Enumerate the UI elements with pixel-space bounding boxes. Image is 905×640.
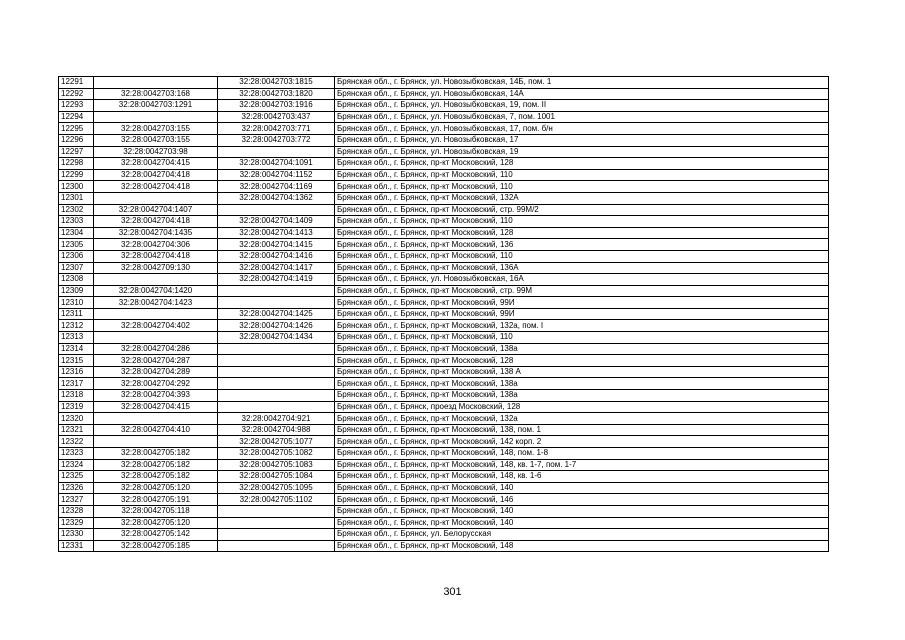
address-cell: Брянская обл., г. Брянск, пр-кт Московский, 132а, пом. I <box>335 320 829 332</box>
object-cadastral-number-cell: 32:28:0042704:1417 <box>218 262 335 274</box>
land-cadastral-number-cell: 32:28:0042704:393 <box>94 390 218 402</box>
table-row <box>59 88 829 100</box>
address-cell: Брянская обл., г. Брянск, пр-кт Московский, 110 <box>335 250 829 262</box>
row-number-cell: 12294 <box>59 111 94 123</box>
land-cadastral-number-cell <box>94 77 218 89</box>
row-number-cell: 12303 <box>59 216 94 228</box>
land-cadastral-number-cell <box>94 436 218 448</box>
row-number-cell: 12301 <box>59 192 94 204</box>
table-row <box>59 158 829 170</box>
object-cadastral-number-cell: 32:28:0042704:1409 <box>218 216 335 228</box>
row-number-cell: 12313 <box>59 332 94 344</box>
row-number-cell: 12326 <box>59 482 94 494</box>
address-cell: Брянская обл., г. Брянск, пр-кт Московский, 138 А <box>335 366 829 378</box>
object-cadastral-number-cell <box>218 204 335 216</box>
row-number-cell: 12295 <box>59 123 94 135</box>
row-number-cell: 12315 <box>59 355 94 367</box>
table-row <box>59 239 829 251</box>
address-cell: Брянская обл., г. Брянск, ул. Новозыбковская, 17 <box>335 134 829 146</box>
land-cadastral-number-cell: 32:28:0042704:306 <box>94 239 218 251</box>
table-row <box>59 100 829 112</box>
object-cadastral-number-cell <box>218 297 335 309</box>
row-number-cell: 12309 <box>59 285 94 297</box>
object-cadastral-number-cell: 32:28:0042704:988 <box>218 424 335 436</box>
address-cell: Брянская обл., г. Брянск, пр-кт Московский, 138а <box>335 390 829 402</box>
object-cadastral-number-cell: 32:28:0042703:437 <box>218 111 335 123</box>
land-cadastral-number-cell: 32:28:0042704:418 <box>94 250 218 262</box>
object-cadastral-number-cell: 32:28:0042705:1102 <box>218 494 335 506</box>
object-cadastral-number-cell: 32:28:0042704:1434 <box>218 332 335 344</box>
row-number-cell: 12317 <box>59 378 94 390</box>
object-cadastral-number-cell: 32:28:0042703:772 <box>218 134 335 146</box>
land-cadastral-number-cell: 32:28:0042705:191 <box>94 494 218 506</box>
land-cadastral-number-cell: 32:28:0042704:402 <box>94 320 218 332</box>
table-row <box>59 204 829 216</box>
land-cadastral-number-cell: 32:28:0042704:418 <box>94 169 218 181</box>
row-number-cell: 12291 <box>59 77 94 89</box>
table-row <box>59 192 829 204</box>
table-row <box>59 471 829 483</box>
land-cadastral-number-cell <box>94 308 218 320</box>
object-cadastral-number-cell: 32:28:0042705:1095 <box>218 482 335 494</box>
address-cell: Брянская обл., г. Брянск, пр-кт Московский, 138а <box>335 378 829 390</box>
land-cadastral-number-cell: 32:28:0042703:98 <box>94 146 218 158</box>
address-cell: Брянская обл., г. Брянск, ул. Новозыбковская, 14А <box>335 88 829 100</box>
table-row <box>59 413 829 425</box>
object-cadastral-number-cell: 32:28:0042704:1415 <box>218 239 335 251</box>
object-cadastral-number-cell: 32:28:0042704:1426 <box>218 320 335 332</box>
land-cadastral-number-cell: 32:28:0042704:1407 <box>94 204 218 216</box>
table-row <box>59 494 829 506</box>
table-row <box>59 77 829 89</box>
object-cadastral-number-cell: 32:28:0042704:1416 <box>218 250 335 262</box>
table-row <box>59 169 829 181</box>
row-number-cell: 12330 <box>59 529 94 541</box>
row-number-cell: 12297 <box>59 146 94 158</box>
land-cadastral-number-cell: 32:28:0042705:118 <box>94 505 218 517</box>
address-cell: Брянская обл., г. Брянск, пр-кт Московский, 140 <box>335 517 829 529</box>
row-number-cell: 12316 <box>59 366 94 378</box>
row-number-cell: 12296 <box>59 134 94 146</box>
address-cell: Брянская обл., г. Брянск, ул. Новозыбковская, 14Б, пом. 1 <box>335 77 829 89</box>
address-cell: Брянская обл., г. Брянск, пр-кт Московский, 132А <box>335 192 829 204</box>
table-row <box>59 355 829 367</box>
address-cell: Брянская обл., г. Брянск, пр-кт Московский, 128 <box>335 158 829 170</box>
land-cadastral-number-cell: 32:28:0042709:130 <box>94 262 218 274</box>
row-number-cell: 12319 <box>59 401 94 413</box>
row-number-cell: 12323 <box>59 448 94 460</box>
address-cell: Брянская обл., г. Брянск, пр-кт Московский, 148, пом. 1-8 <box>335 448 829 460</box>
address-cell: Брянская обл., г. Брянск, пр-кт Московский, 136 <box>335 239 829 251</box>
land-cadastral-number-cell <box>94 332 218 344</box>
land-cadastral-number-cell: 32:28:0042703:155 <box>94 134 218 146</box>
address-cell: Брянская обл., г. Брянск, ул. Белорусская <box>335 529 829 541</box>
row-number-cell: 12298 <box>59 158 94 170</box>
land-cadastral-number-cell: 32:28:0042704:418 <box>94 216 218 228</box>
object-cadastral-number-cell: 32:28:0042704:1091 <box>218 158 335 170</box>
address-cell: Брянская обл., г. Брянск, пр-кт Московский, 142 корп. 2 <box>335 436 829 448</box>
address-cell: Брянская обл., г. Брянск, пр-кт Московский, 132а <box>335 413 829 425</box>
row-number-cell: 12324 <box>59 459 94 471</box>
land-cadastral-number-cell: 32:28:0042705:120 <box>94 517 218 529</box>
table-row <box>59 366 829 378</box>
table-row <box>59 123 829 135</box>
row-number-cell: 12306 <box>59 250 94 262</box>
address-cell: Брянская обл., г. Брянск, ул. Новозыбковская, 19 <box>335 146 829 158</box>
address-cell: Брянская обл., г. Брянск, пр-кт Московский, 148 <box>335 540 829 552</box>
row-number-cell: 12321 <box>59 424 94 436</box>
object-cadastral-number-cell: 32:28:0042705:1082 <box>218 448 335 460</box>
row-number-cell: 12292 <box>59 88 94 100</box>
row-number-cell: 12300 <box>59 181 94 193</box>
object-cadastral-number-cell: 32:28:0042703:1916 <box>218 100 335 112</box>
object-cadastral-number-cell: 32:28:0042704:1413 <box>218 227 335 239</box>
address-cell: Брянская обл., г. Брянск, пр-кт Московский, 138, пом. 1 <box>335 424 829 436</box>
land-cadastral-number-cell: 32:28:0042704:1435 <box>94 227 218 239</box>
address-cell: Брянская обл., г. Брянск, пр-кт Московский, 140 <box>335 482 829 494</box>
table-row <box>59 378 829 390</box>
land-cadastral-number-cell: 32:28:0042704:1420 <box>94 285 218 297</box>
table-row <box>59 448 829 460</box>
table-row <box>59 401 829 413</box>
table-row <box>59 459 829 471</box>
land-cadastral-number-cell <box>94 274 218 286</box>
address-cell: Брянская обл., г. Брянск, пр-кт Московский, 99И <box>335 297 829 309</box>
object-cadastral-number-cell <box>218 285 335 297</box>
land-cadastral-number-cell: 32:28:0042703:1291 <box>94 100 218 112</box>
address-cell: Брянская обл., г. Брянск, ул. Новозыбковская, 17, пом. б/н <box>335 123 829 135</box>
row-number-cell: 12322 <box>59 436 94 448</box>
table-row <box>59 134 829 146</box>
address-cell: Брянская обл., г. Брянск, пр-кт Московский, 128 <box>335 227 829 239</box>
object-cadastral-number-cell <box>218 505 335 517</box>
table-row <box>59 146 829 158</box>
object-cadastral-number-cell: 32:28:0042703:1815 <box>218 77 335 89</box>
table-row <box>59 181 829 193</box>
land-cadastral-number-cell: 32:28:0042704:286 <box>94 343 218 355</box>
address-cell: Брянская обл., г. Брянск, пр-кт Московский, 148, кв. 1-6 <box>335 471 829 483</box>
table-row <box>59 424 829 436</box>
row-number-cell: 12293 <box>59 100 94 112</box>
table-row <box>59 308 829 320</box>
row-number-cell: 12310 <box>59 297 94 309</box>
land-cadastral-number-cell: 32:28:0042704:410 <box>94 424 218 436</box>
row-number-cell: 12318 <box>59 390 94 402</box>
table-row <box>59 227 829 239</box>
row-number-cell: 12327 <box>59 494 94 506</box>
land-cadastral-number-cell: 32:28:0042703:168 <box>94 88 218 100</box>
row-number-cell: 12312 <box>59 320 94 332</box>
table-row <box>59 529 829 541</box>
land-cadastral-number-cell <box>94 192 218 204</box>
land-cadastral-number-cell: 32:28:0042704:415 <box>94 158 218 170</box>
address-cell: Брянская обл., г. Брянск, пр-кт Московский, 138а <box>335 343 829 355</box>
object-cadastral-number-cell <box>218 529 335 541</box>
address-cell: Брянская обл., г. Брянск, проезд Московский, 128 <box>335 401 829 413</box>
address-cell: Брянская обл., г. Брянск, пр-кт Московский, 146 <box>335 494 829 506</box>
address-cell: Брянская обл., г. Брянск, ул. Новозыбковская, 19, пом. II <box>335 100 829 112</box>
table-row <box>59 343 829 355</box>
table-row <box>59 216 829 228</box>
table-row <box>59 482 829 494</box>
address-cell: Брянская обл., г. Брянск, пр-кт Московский, стр. 99М <box>335 285 829 297</box>
object-cadastral-number-cell: 32:28:0042704:921 <box>218 413 335 425</box>
table-row <box>59 540 829 552</box>
land-cadastral-number-cell: 32:28:0042705:185 <box>94 540 218 552</box>
object-cadastral-number-cell <box>218 366 335 378</box>
page-number: 301 <box>443 586 462 598</box>
address-cell: Брянская обл., г. Брянск, пр-кт Московский, 110 <box>335 332 829 344</box>
object-cadastral-number-cell <box>218 517 335 529</box>
table-row <box>59 111 829 123</box>
object-cadastral-number-cell: 32:28:0042704:1362 <box>218 192 335 204</box>
address-cell: Брянская обл., г. Брянск, пр-кт Московский, 128 <box>335 355 829 367</box>
address-cell: Брянская обл., г. Брянск, пр-кт Московский, стр. 99М/2 <box>335 204 829 216</box>
row-number-cell: 12331 <box>59 540 94 552</box>
table-row <box>59 505 829 517</box>
row-number-cell: 12299 <box>59 169 94 181</box>
land-cadastral-number-cell: 32:28:0042704:418 <box>94 181 218 193</box>
object-cadastral-number-cell: 32:28:0042705:1084 <box>218 471 335 483</box>
table-body <box>59 77 829 552</box>
row-number-cell: 12305 <box>59 239 94 251</box>
object-cadastral-number-cell <box>218 343 335 355</box>
row-number-cell: 12307 <box>59 262 94 274</box>
land-cadastral-number-cell: 32:28:0042704:415 <box>94 401 218 413</box>
address-cell: Брянская обл., г. Брянск, ул. Новозыбковская, 16А <box>335 274 829 286</box>
land-cadastral-number-cell: 32:28:0042705:120 <box>94 482 218 494</box>
object-cadastral-number-cell: 32:28:0042704:1425 <box>218 308 335 320</box>
land-cadastral-number-cell: 32:28:0042705:182 <box>94 448 218 460</box>
row-number-cell: 12304 <box>59 227 94 239</box>
row-number-cell: 12325 <box>59 471 94 483</box>
row-number-cell: 12320 <box>59 413 94 425</box>
address-cell: Брянская обл., г. Брянск, пр-кт Московский, 140 <box>335 505 829 517</box>
row-number-cell: 12302 <box>59 204 94 216</box>
address-cell: Брянская обл., г. Брянск, пр-кт Московский, 136А <box>335 262 829 274</box>
land-cadastral-number-cell: 32:28:0042704:1423 <box>94 297 218 309</box>
row-number-cell: 12308 <box>59 274 94 286</box>
table-row <box>59 436 829 448</box>
object-cadastral-number-cell: 32:28:0042704:1419 <box>218 274 335 286</box>
table-row <box>59 332 829 344</box>
address-cell: Брянская обл., г. Брянск, пр-кт Московский, 110 <box>335 181 829 193</box>
table-row <box>59 274 829 286</box>
table-row <box>59 250 829 262</box>
object-cadastral-number-cell <box>218 355 335 367</box>
land-cadastral-number-cell: 32:28:0042704:287 <box>94 355 218 367</box>
row-number-cell: 12311 <box>59 308 94 320</box>
table-row <box>59 517 829 529</box>
address-cell: Брянская обл., г. Брянск, пр-кт Московский, 110 <box>335 169 829 181</box>
cadastral-register-table <box>58 76 829 552</box>
address-cell: Брянская обл., г. Брянск, пр-кт Московский, 99И <box>335 308 829 320</box>
land-cadastral-number-cell: 32:28:0042704:292 <box>94 378 218 390</box>
row-number-cell: 12329 <box>59 517 94 529</box>
object-cadastral-number-cell: 32:28:0042705:1077 <box>218 436 335 448</box>
object-cadastral-number-cell: 32:28:0042705:1083 <box>218 459 335 471</box>
object-cadastral-number-cell <box>218 146 335 158</box>
address-cell: Брянская обл., г. Брянск, ул. Новозыбковская, 7, пом. 1001 <box>335 111 829 123</box>
object-cadastral-number-cell <box>218 401 335 413</box>
address-cell: Брянская обл., г. Брянск, пр-кт Московский, 110 <box>335 216 829 228</box>
table-row <box>59 390 829 402</box>
address-cell: Брянская обл., г. Брянск, пр-кт Московский, 148, кв. 1-7, пом. 1-7 <box>335 459 829 471</box>
land-cadastral-number-cell: 32:28:0042705:182 <box>94 459 218 471</box>
object-cadastral-number-cell <box>218 390 335 402</box>
table-row <box>59 262 829 274</box>
land-cadastral-number-cell <box>94 111 218 123</box>
land-cadastral-number-cell <box>94 413 218 425</box>
object-cadastral-number-cell: 32:28:0042704:1169 <box>218 181 335 193</box>
row-number-cell: 12314 <box>59 343 94 355</box>
table-row <box>59 297 829 309</box>
object-cadastral-number-cell: 32:28:0042704:1152 <box>218 169 335 181</box>
row-number-cell: 12328 <box>59 505 94 517</box>
object-cadastral-number-cell <box>218 540 335 552</box>
table-row <box>59 285 829 297</box>
object-cadastral-number-cell <box>218 378 335 390</box>
object-cadastral-number-cell: 32:28:0042703:1820 <box>218 88 335 100</box>
object-cadastral-number-cell: 32:28:0042703:771 <box>218 123 335 135</box>
table-row <box>59 320 829 332</box>
land-cadastral-number-cell: 32:28:0042705:182 <box>94 471 218 483</box>
land-cadastral-number-cell: 32:28:0042705:142 <box>94 529 218 541</box>
land-cadastral-number-cell: 32:28:0042703:155 <box>94 123 218 135</box>
land-cadastral-number-cell: 32:28:0042704:289 <box>94 366 218 378</box>
